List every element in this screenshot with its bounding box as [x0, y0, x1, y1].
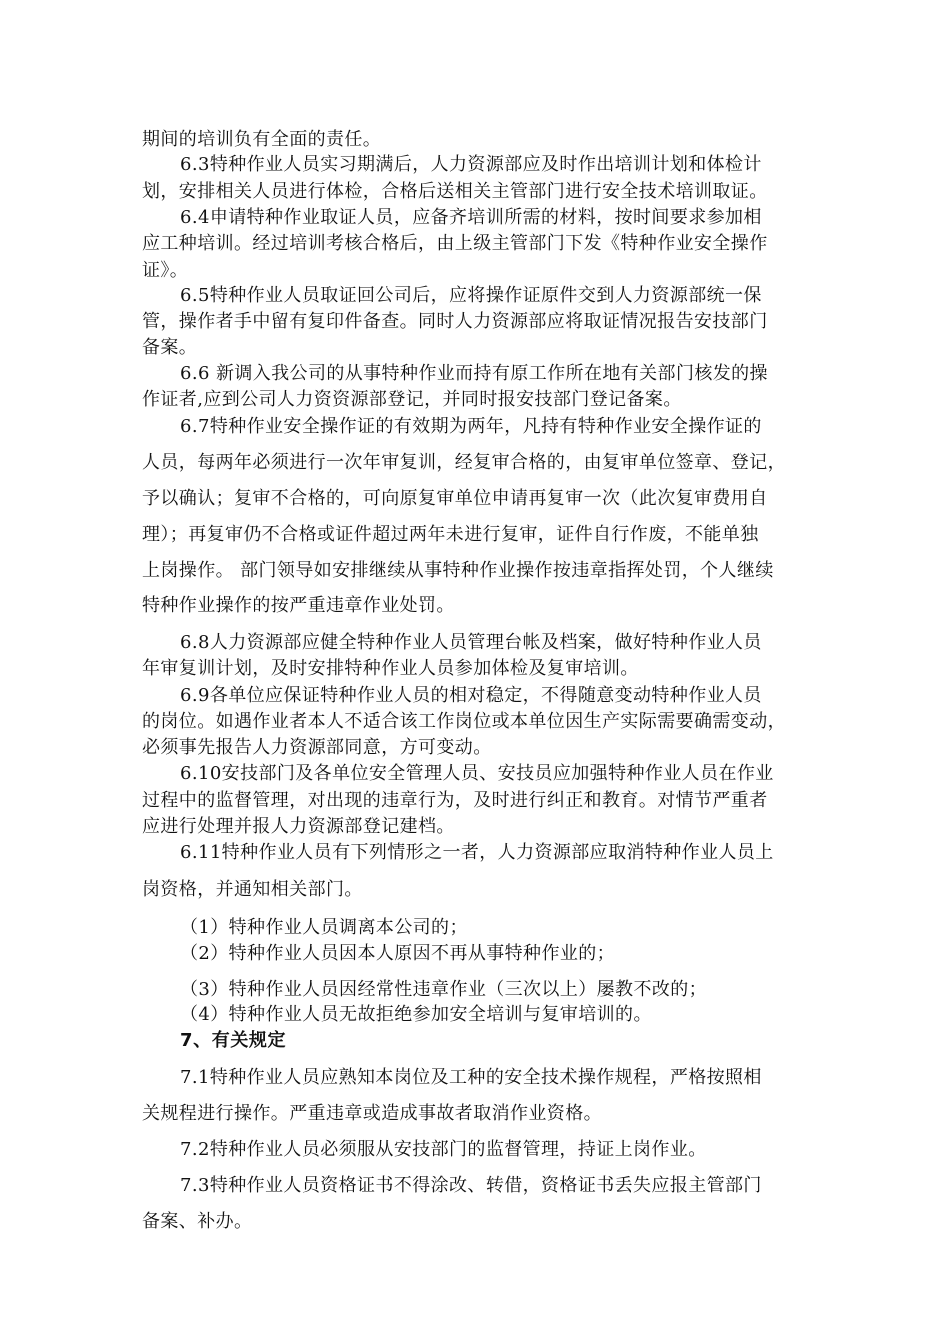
text-line: 6.9各单位应保证特种作业人员的相对稳定，不得随意变动特种作业人员 — [180, 685, 762, 706]
text-line: 特种作业操作的按严重违章作业处罚。 — [142, 595, 455, 616]
text-line: 6.10安技部门及各单位安全管理人员、安技员应加强特种作业人员在作业 — [180, 763, 774, 784]
text-line: 管，操作者手中留有复印件备查。同时人力资源部应将取证情况报告安技部门 — [142, 311, 768, 332]
text-line: 应工种培训。经过培训考核合格后，由上级主管部门下发《特种作业安全操作 — [142, 233, 768, 254]
text-line: 证》。 — [142, 260, 189, 281]
list-item: （3）特种作业人员因经常性违章作业（三次以上）屡教不改的； — [180, 979, 708, 1000]
text-line: 期间的培训负有全面的责任。 — [142, 129, 382, 150]
text-line: 的岗位。如遇作业者本人不适合该工作岗位或本单位因生产实际需要确需变动， — [142, 711, 786, 732]
text-line: 6.11特种作业人员有下列情形之一者，人力资源部应取消特种作业人员上 — [180, 842, 774, 863]
text-line: 人员，每两年必须进行一次年审复训，经复审合格的，由复审单位签章、登记， — [142, 452, 786, 473]
text-line: 上岗操作。 部门领导如安排继续从事特种作业操作按违章指挥处罚，个人继续 — [142, 560, 774, 581]
text-line: 作证者,应到公司人力资资源部登记，并同时报安技部门登记备案。 — [142, 389, 682, 410]
text-line: 岗资格，并通知相关部门。 — [142, 879, 363, 900]
text-line: 予以确认；复审不合格的，可向原复审单位申请再复审一次（此次复审费用自 — [142, 488, 768, 509]
text-line: 理）；再复审仍不合格或证件超过两年未进行复审，证件自行作废，不能单独 — [142, 524, 759, 545]
list-item: （2）特种作业人员因本人原因不再从事特种作业的； — [180, 943, 616, 964]
text-line: 备案。 — [142, 337, 198, 358]
text-line: 备案、补办。 — [142, 1211, 253, 1232]
text-line: 6.4申请特种作业取证人员，应备齐培训所需的材料，按时间要求参加相 — [180, 207, 762, 228]
list-item: （1）特种作业人员调离本公司的； — [180, 917, 468, 938]
text-line: 7.2特种作业人员必须服从安技部门的监督管理，持证上岗作业。 — [180, 1139, 707, 1160]
text-line: 6.7特种作业安全操作证的有效期为两年，凡持有特种作业安全操作证的 — [180, 416, 762, 437]
text-line: 6.6 新调入我公司的从事特种作业而持有原工作所在地有关部门核发的操 — [180, 363, 768, 384]
text-line: 年审复训计划，及时安排特种作业人员参加体检及复审培训。 — [142, 658, 639, 679]
text-line: 7.3特种作业人员资格证书不得涂改、转借，资格证书丢失应报主管部门 — [180, 1175, 762, 1196]
text-line: 过程中的监督管理，对出现的违章行为，及时进行纠正和教育。对情节严重者 — [142, 790, 768, 811]
text-line: 必须事先报告人力资源部同意，方可变动。 — [142, 737, 492, 758]
text-line: 6.5特种作业人员取证回公司后，应将操作证原件交到人力资源部统一保 — [180, 285, 762, 306]
text-line: 6.8人力资源部应健全特种作业人员管理台帐及档案，做好特种作业人员 — [180, 632, 762, 653]
text-line: 应进行处理并报人力资源部登记建档。 — [142, 816, 455, 837]
text-line: 6.3特种作业人员实习期满后，人力资源部应及时作出培训计划和体检计 — [180, 154, 762, 175]
text-line: 7.1特种作业人员应熟知本岗位及工种的安全技术操作规程，严格按照相 — [180, 1067, 762, 1088]
list-item: （4）特种作业人员无故拒绝参加安全培训与复审培训的。 — [180, 1004, 652, 1025]
text-line: 划，安排相关人员进行体检，合格后送相关主管部门进行安全技术培训取证。 — [142, 181, 768, 202]
text-line: 关规程进行操作。严重违章或造成事故者取消作业资格。 — [142, 1103, 602, 1124]
section-heading: 7、有关规定 — [180, 1030, 287, 1051]
